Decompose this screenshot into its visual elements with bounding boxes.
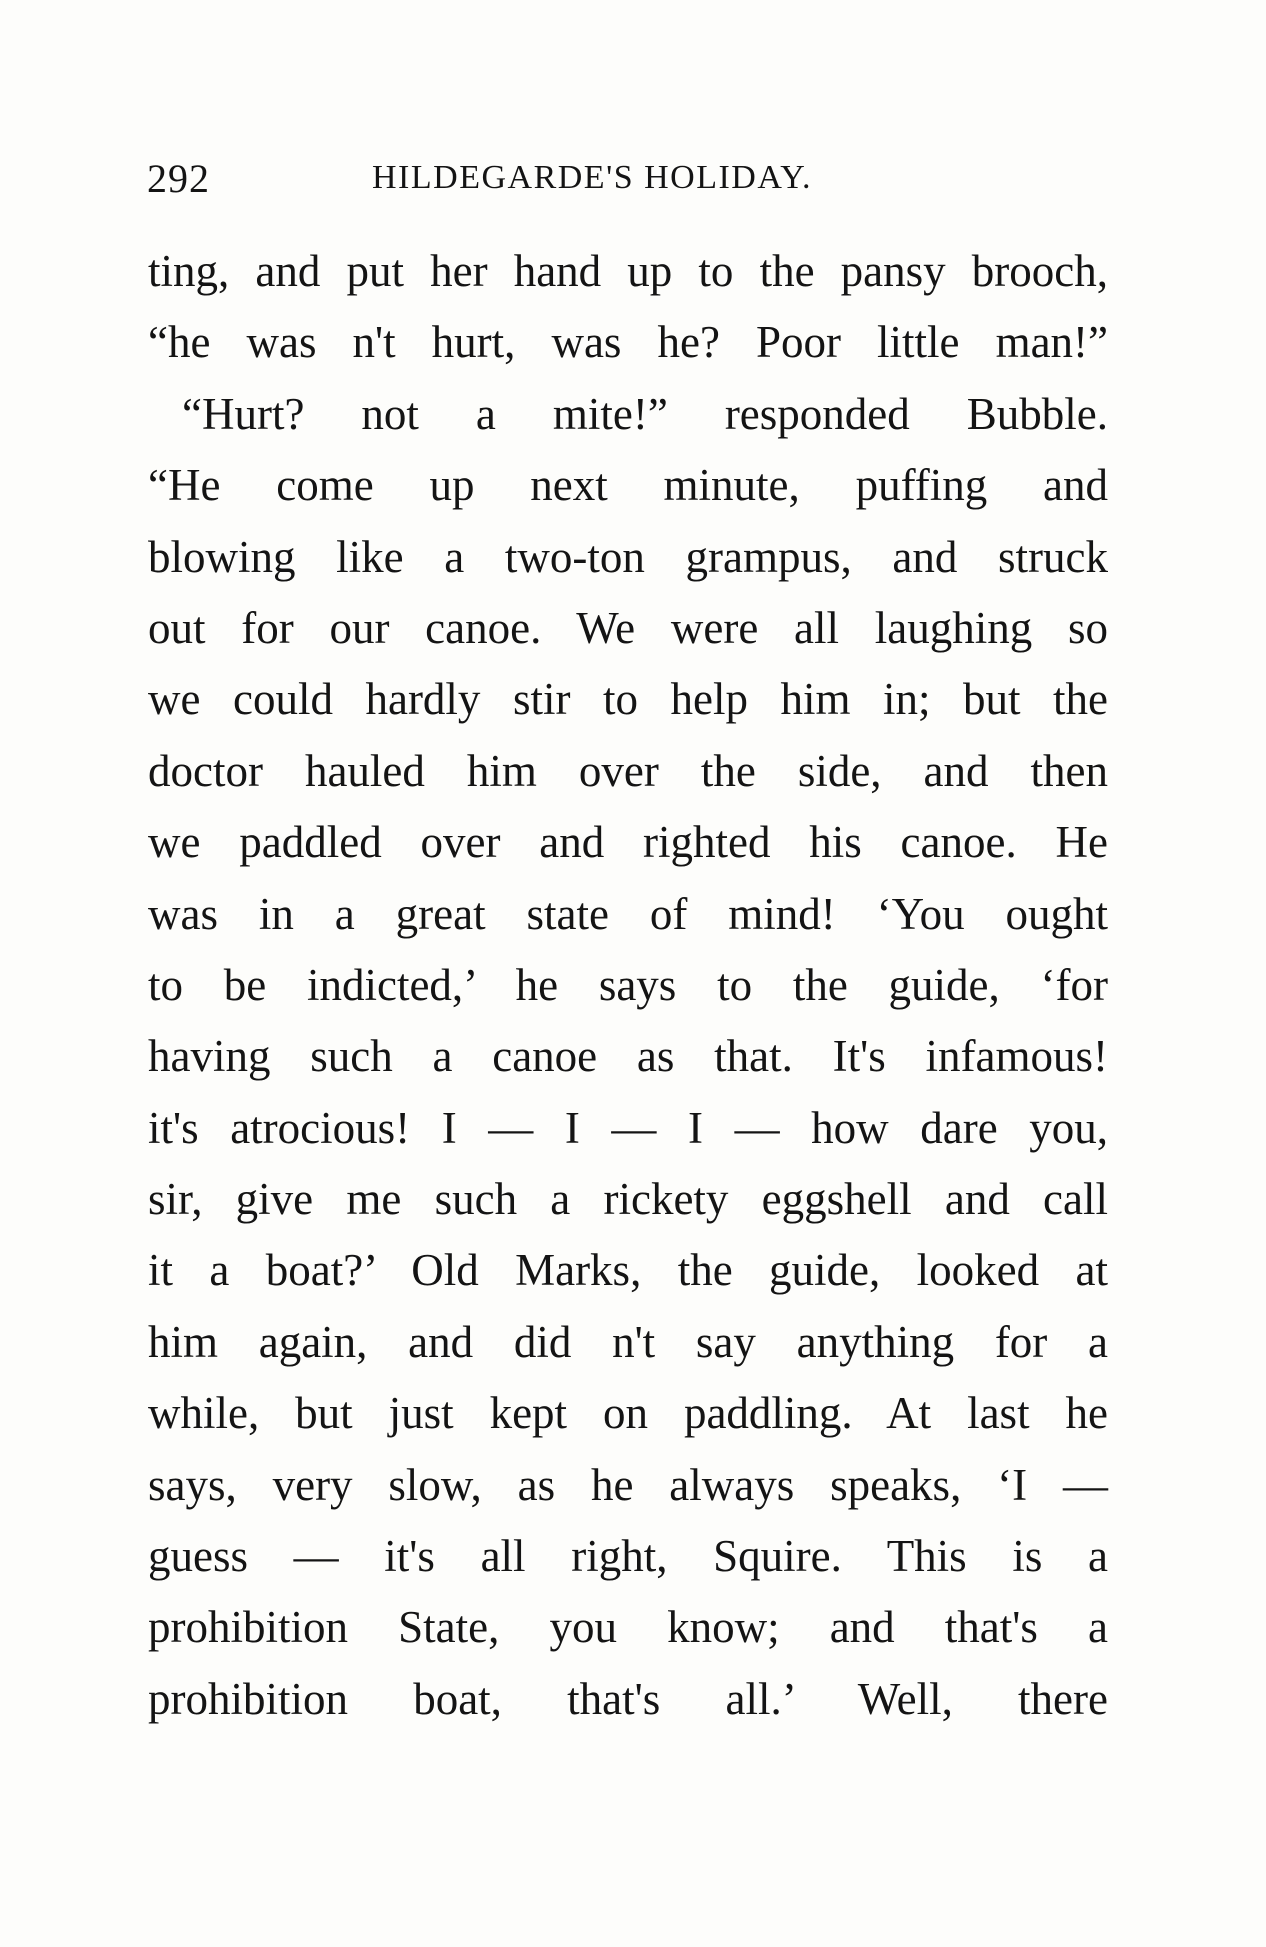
text-line: we could hardly stir to help him in; but the — [148, 674, 1108, 725]
running-head — [147, 155, 1107, 205]
text-line: “he was n't hurt, was he? Poor little man!” — [148, 317, 1108, 368]
body-text — [148, 236, 1108, 1735]
text-line: it's atrocious! I — I — I — how dare you, — [148, 1102, 1108, 1153]
text-line: to be indicted,’ he says to the guide, ‘for — [148, 959, 1108, 1010]
text-line: sir, give me such a rickety eggshell and call — [148, 1174, 1108, 1225]
text-line: blowing like a two-ton grampus, and struck — [148, 531, 1108, 582]
text-line: it a boat?’ Old Marks, the guide, looked at — [148, 1245, 1108, 1296]
text-line: guess — it's all right, Squire. This is a — [148, 1531, 1108, 1582]
text-line: was in a great state of mind! ‘You ought — [148, 888, 1108, 939]
text-line: “Hurt? not a mite!” responded Bubble. — [182, 388, 1108, 439]
text-line: we paddled over and righted his canoe. He — [148, 817, 1108, 868]
running-title: HILDEGARDE'S HOLIDAY. — [372, 159, 812, 196]
text-line: out for our canoe. We were all laughing so — [148, 602, 1108, 653]
text-line: having such a canoe as that. It's infamous! — [148, 1031, 1108, 1082]
text-line: doctor hauled him over the side, and then — [148, 745, 1108, 796]
text-line: while, but just kept on paddling. At last he — [148, 1388, 1108, 1439]
text-line: prohibition State, you know; and that's a — [148, 1602, 1108, 1653]
text-line: ting, and put her hand up to the pansy brooch, — [148, 246, 1108, 296]
text-line: prohibition boat, that's all.’ Well, there — [148, 1673, 1108, 1724]
text-line: says, very slow, as he always speaks, ‘I — — [148, 1459, 1108, 1510]
page-number: 292 — [147, 156, 210, 201]
text-line: him again, and did n't say anything for a — [148, 1316, 1108, 1367]
text-line: “He come up next minute, puffing and — [148, 460, 1108, 511]
